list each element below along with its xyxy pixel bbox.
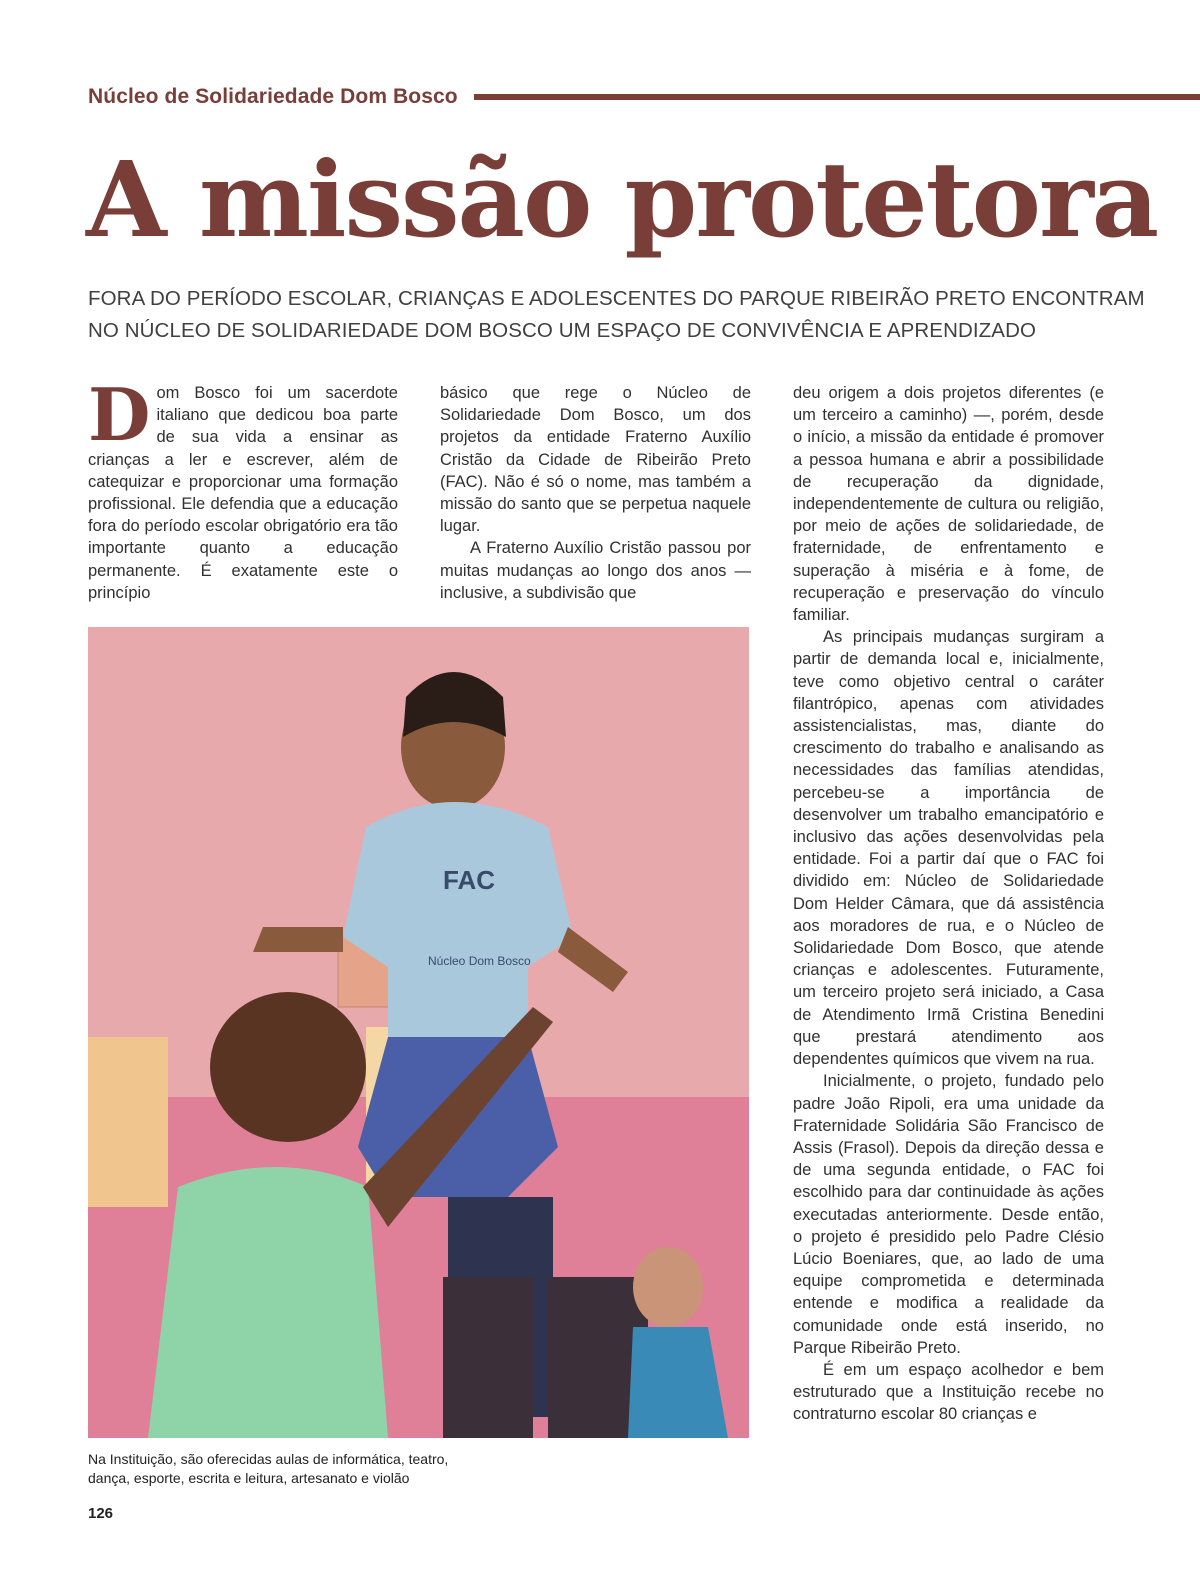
photo-shirt-subtext: Núcleo Dom Bosco bbox=[428, 954, 531, 968]
section-rule bbox=[474, 94, 1200, 100]
article-photo bbox=[88, 627, 749, 1438]
photo-child-shirt bbox=[148, 1167, 388, 1438]
photo-shirt-text: FAC bbox=[443, 865, 495, 895]
article-column-3 bbox=[793, 382, 1104, 1426]
section-header bbox=[88, 82, 1200, 112]
caption-line-2: dança, esporte, escrita e leitura, artesanato e violão bbox=[88, 1470, 410, 1486]
section-label: Núcleo de Solidariedade Dom Bosco bbox=[88, 85, 458, 108]
photo-caption bbox=[88, 1450, 748, 1488]
deck-line-1: FORA DO PERÍODO ESCOLAR, CRIANÇAS E ADOLESCENTES DO PARQUE RIBEIRÃO PRETO ENCONTRAM bbox=[88, 287, 1145, 310]
photo-poster-left bbox=[88, 1037, 168, 1207]
col2-paragraph-1: básico que rege o Núcleo de Solidariedade Dom Bosco, um dos projetos da entidade Fraterno Auxílio Cristão da Cidade de Ribeirão Preto (FAC). Não é só o nome, mas também a missão do santo que se perpetua naquele lugar. bbox=[440, 384, 751, 536]
caption-line-1: Na Instituição, são oferecidas aulas de informática, teatro, bbox=[88, 1451, 449, 1467]
headline: A missão protetora bbox=[86, 138, 1158, 261]
col3-paragraph-2: As principais mudanças surgiram a partir de demanda local e, inicialmente, teve como objetivo central o caráter filantrópico, apenas com atividades assistencialistas, mas, diante do crescimento do trabalho e analisando as necessidades das famílias atendidas, percebeu-se a importância de desenvolver um trabalho emancipatório e inclusivo das ações desenvolvidas pela entidade. Foi a partir daí que o FAC foi dividido em: Núcleo de Solidariedade Dom Helder Câmara, que dá assistência aos moradores de rua, e o Núcleo de Solidariedade Dom Bosco, que atende crianças e adolescentes. Futuramente, um terceiro projeto será iniciado, a Casa de Atendimento Irmã Cristina Benedini que prestará atendimento aos dependentes químicos que vivem na rua. bbox=[793, 628, 1104, 1069]
col2-paragraph-2: A Fraterno Auxílio Cristão passou por muitas mudanças ao longo dos anos — inclusive, a subdivisão que bbox=[440, 539, 751, 602]
photo-bg-child-head bbox=[633, 1247, 703, 1327]
deck-line-2: NO NÚCLEO DE SOLIDARIEDADE DOM BOSCO UM ESPAÇO DE CONVIVÊNCIA E APRENDIZADO bbox=[88, 319, 1037, 342]
deck bbox=[88, 283, 1145, 347]
photo-illustration bbox=[88, 627, 749, 1438]
col1-paragraph-1: om Bosco foi um sacerdote italiano que dedicou boa parte de sua vida a ensinar as crianças a ler e escrever, além de catequizar e proporcionar uma formação profissional. Ele defendia que a educação fora do período escolar obrigatório era tão importante quanto a educação permanente. É exatamente este o princípio bbox=[88, 384, 398, 602]
photo-girl-boot-left bbox=[443, 1277, 533, 1438]
photo-girl-left-arm bbox=[253, 927, 343, 952]
dropcap: D bbox=[88, 372, 151, 457]
col3-paragraph-4: É em um espaço acolhedor e bem estruturado que a Instituição recebe no contraturno escolar 80 crianças e bbox=[793, 1360, 1104, 1424]
photo-child-hair bbox=[210, 992, 366, 1142]
article-column-1 bbox=[88, 372, 398, 604]
page-number: 126 bbox=[88, 1505, 114, 1522]
col3-paragraph-1: deu origem a dois projetos diferentes (e um terceiro a caminho) —, porém, desde o início, a missão da entidade é promover a pessoa humana e abrir a possibilidade de recuperação da dignidade, independentemente de cultura ou religião, por meio de ações de solidariedade, de fraternidade, de enfrentamento e superação à miséria e à fome, de recuperação e preservação do vínculo familiar. bbox=[793, 384, 1104, 625]
col3-paragraph-3: Inicialmente, o projeto, fundado pelo padre João Ripoli, era uma unidade da Fraternidade Solidária São Francisco de Assis (Frasol). Depois da direção dessa e de uma segunda entidade, o FAC foi escolhido para dar continuidade às ações executadas anteriormente. Desde então, o projeto é presidido pelo Padre Clésio Lúcio Boeniares, que, ao lado de uma equipe comprometida e determinada entende e modifica a realidade da comunidade onde está inserido, no Parque Ribeirão Preto. bbox=[793, 1072, 1104, 1357]
article-column-2 bbox=[440, 382, 751, 604]
